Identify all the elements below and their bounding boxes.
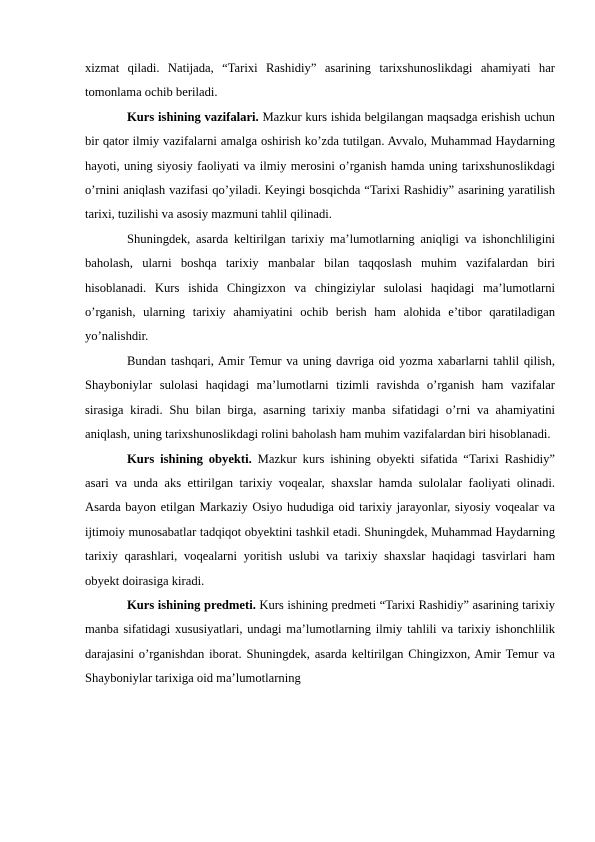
section-heading-subject: Kurs ishining predmeti. bbox=[127, 597, 256, 612]
paragraph-text: Shuningdek, asarda keltirilgan tarixiy ma’lumotlarning aniqligi va ishonchliligini baholash, ularni boshqa tarixiy manbalar bilan taqqoslash muhim vazifalardan biri hisoblanadi. Kurs ishida Chingizxon va chingiziylar sulolasi haqidagi ma’lumotlarni o’rganish, ularning tarixiy ahamiyatini ochib berish ham alohida e’tibor qaratiladigan yo’nalishdir. bbox=[85, 231, 555, 344]
paragraph-subject bbox=[85, 593, 555, 691]
paragraph-text: Mazkur kurs ishining obyekti sifatida “Tarixi Rashidiy” asari va unda aks ettirilgan tarixiy voqealar, shaxslar hamda sulolalar faoliyati olinadi. Asarda bayon etilgan Markaziy Osiyo hududiga oid tarixiy jarayonlar, siyosiy voqealar va ijtimoiy munosabatlar tadqiqot obyektini tashkil etadi. Shuningdek, Muhammad Haydarning tarixiy qarashlari, voqealarni yoritish uslubi va tarixiy shaxslar haqidagi tasvirlari ham obyekt doirasiga kiradi. bbox=[85, 451, 556, 588]
section-heading-object: Kurs ishining obyekti. bbox=[127, 451, 252, 466]
paragraph-continuation bbox=[85, 56, 555, 105]
paragraph-object bbox=[85, 447, 555, 593]
paragraph-text: Mazkur kurs ishida belgilangan maqsadga erishish uchun bir qator ilmiy vazifalarni amalga oshirish ko’zda tutilgan. Avvalo, Muhammad Haydarning hayoti, uning siyosiy faoliyati va ilmiy merosini o’rganish hamda uning tarixshunoslikdagi o’rnini aniqlash vazifasi qo’yiladi. Keyingi bosqichda “Tarixi Rashidiy” asarining yaratilish tarixi, tuzilishi va asosiy mazmuni tahlil qilinadi. bbox=[85, 109, 555, 222]
paragraph-sources bbox=[85, 227, 555, 349]
paragraph-text: xizmat qiladi. Natijada, “Tarixi Rashidiy” asarining tarixshunoslikdagi ahamiyati har tomonlama ochib beriladi. bbox=[85, 61, 555, 100]
document-body bbox=[85, 56, 555, 691]
paragraph-text: Kurs ishining predmeti “Tarixi Rashidiy” asarining tarixiy manba sifatidagi xususiyatlari, undagi ma’lumotlarning ilmiy tahlili va tarixiy ishonchlilik darajasini o’rganishdan iborat. Shuningdek, asarda keltirilgan Chingizxon, Amir Temur va Shayboniylar tarixiga oid ma’lumotlarning bbox=[85, 597, 555, 686]
section-heading-tasks: Kurs ishining vazifalari. bbox=[127, 109, 259, 124]
paragraph-dynasties bbox=[85, 349, 555, 447]
paragraph-tasks bbox=[85, 105, 555, 227]
paragraph-text: Bundan tashqari, Amir Temur va uning davriga oid yozma xabarlarni tahlil qilish, Shayboniylar sulolasi haqidagi ma’lumotlarni tizimli ravishda o’rganish ham vazifalar sirasiga kiradi. Shu bilan birga, asarning tarixiy manba sifatidagi o’rni va ahamiyatini aniqlash, uning tarixshunoslikdagi rolini baholash ham muhim vazifalardan biri hisoblanadi. bbox=[85, 353, 555, 442]
